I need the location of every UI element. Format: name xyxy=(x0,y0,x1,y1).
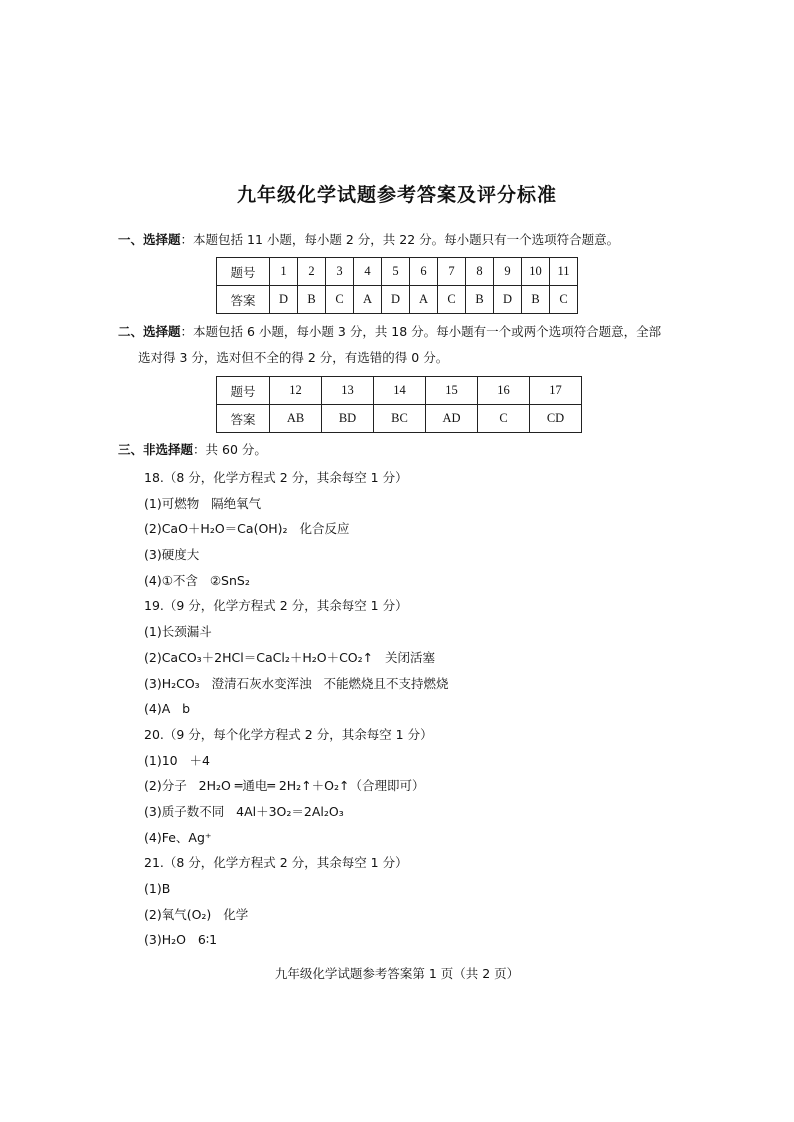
answer-line: (1)长颈漏斗 xyxy=(144,624,212,640)
section3-heading xyxy=(118,441,267,459)
section2-heading xyxy=(118,323,661,341)
question-number: 6 xyxy=(410,258,438,286)
question-number: 1 xyxy=(270,258,298,286)
section2-desc-line1: ：本题包括 6 小题，每小题 3 分，共 18 分。每小题有一个或两个选项符合题意，全部 xyxy=(180,324,662,339)
answer-cell: AD xyxy=(426,405,478,433)
table-row xyxy=(217,377,582,405)
answer-line: (2)分子 2H₂O ═通电═ 2H₂↑＋O₂↑（合理即可） xyxy=(144,778,425,794)
answer-cell: C xyxy=(550,286,578,314)
answer-cell: D xyxy=(382,286,410,314)
answer-line: (3)H₂O 6∶1 xyxy=(144,932,218,948)
answer-line: (1)可燃物 隔绝氧气 xyxy=(144,495,262,511)
answer-cell: BC xyxy=(374,405,426,433)
page-title: 九年级化学试题参考答案及评分标准 xyxy=(236,184,557,206)
answer-cell: C xyxy=(438,286,466,314)
question-number: 9 xyxy=(494,258,522,286)
answer-cell: B xyxy=(522,286,550,314)
question-number: 4 xyxy=(354,258,382,286)
table-header-question: 题号 xyxy=(217,377,270,405)
answer-cell: A xyxy=(410,286,438,314)
table-header-answer: 答案 xyxy=(217,286,270,314)
section3-desc: ：共 60 分。 xyxy=(193,442,267,457)
question-number: 10 xyxy=(522,258,550,286)
answer-line: (1)B xyxy=(144,881,171,896)
section3-answers xyxy=(144,468,449,956)
answer-cell: CD xyxy=(530,405,582,433)
table-row xyxy=(217,405,582,433)
section2-desc-line2: 选对得 3 分，选对但不全的得 2 分，有选错的得 0 分。 xyxy=(138,350,449,365)
section1-desc: ：本题包括 11 小题，每小题 2 分，共 22 分。每小题只有一个选项符合题意。 xyxy=(180,232,620,247)
answer-line: (3)H₂CO₃ 澄清石灰水变浑浊 不能燃烧且不支持燃烧 xyxy=(144,675,449,691)
answer-cell: D xyxy=(270,286,298,314)
question-number: 15 xyxy=(426,377,478,405)
answer-cell: A xyxy=(354,286,382,314)
answer-cell: D xyxy=(494,286,522,314)
answer-line: (1)10 ＋4 xyxy=(144,752,210,768)
answer-line: (3)硬度大 xyxy=(144,547,200,563)
answer-line: (2)氧气(O₂) 化学 xyxy=(144,906,249,922)
question-number: 14 xyxy=(374,377,426,405)
answer-cell: C xyxy=(326,286,354,314)
question-number: 16 xyxy=(478,377,530,405)
question-number: 13 xyxy=(322,377,374,405)
answer-cell: B xyxy=(298,286,326,314)
section2-answer-table xyxy=(216,376,582,433)
question-number: 7 xyxy=(438,258,466,286)
answer-cell: C xyxy=(478,405,530,433)
section3-label: 三、非选择题 xyxy=(118,442,194,457)
answer-line: (4)①不含 ②SnS₂ xyxy=(144,572,250,588)
answer-line: 18.（8 分，化学方程式 2 分，其余每空 1 分） xyxy=(144,470,408,485)
page-footer: 九年级化学试题参考答案第 1 页（共 2 页） xyxy=(274,966,520,981)
answer-line: (4)A b xyxy=(144,701,191,717)
table-row xyxy=(217,286,578,314)
section1-label: 一、选择题 xyxy=(118,232,181,247)
section1-answer-table xyxy=(216,257,578,314)
answer-line: 21.（8 分，化学方程式 2 分，其余每空 1 分） xyxy=(144,855,408,871)
answer-cell: AB xyxy=(270,405,322,433)
question-number: 11 xyxy=(550,258,578,286)
question-number: 2 xyxy=(298,258,326,286)
answer-line: (3)质子数不同 4Al＋3O₂＝2Al₂O₃ xyxy=(144,803,344,819)
answer-line: (2)CaCO₃＋2HCl＝CaCl₂＋H₂O＋CO₂↑ 关闭活塞 xyxy=(144,649,436,665)
answer-line: 19.（9 分，化学方程式 2 分，其余每空 1 分） xyxy=(144,598,408,614)
section2-label: 二、选择题 xyxy=(118,324,181,339)
section1-heading xyxy=(118,231,619,249)
answer-cell: BD xyxy=(322,405,374,433)
table-row xyxy=(217,258,578,286)
answer-line: 20.（9 分，每个化学方程式 2 分，其余每空 1 分） xyxy=(144,726,433,742)
question-number: 5 xyxy=(382,258,410,286)
question-number: 3 xyxy=(326,258,354,286)
table-header-answer: 答案 xyxy=(217,405,270,433)
answer-line: (4)Fe、Ag⁺ xyxy=(144,829,212,845)
table-header-question: 题号 xyxy=(217,258,270,286)
answer-cell: B xyxy=(466,286,494,314)
question-number: 12 xyxy=(270,377,322,405)
question-number: 8 xyxy=(466,258,494,286)
question-number: 17 xyxy=(530,377,582,405)
answer-line: (2)CaO＋H₂O＝Ca(OH)₂ 化合反应 xyxy=(144,521,350,537)
